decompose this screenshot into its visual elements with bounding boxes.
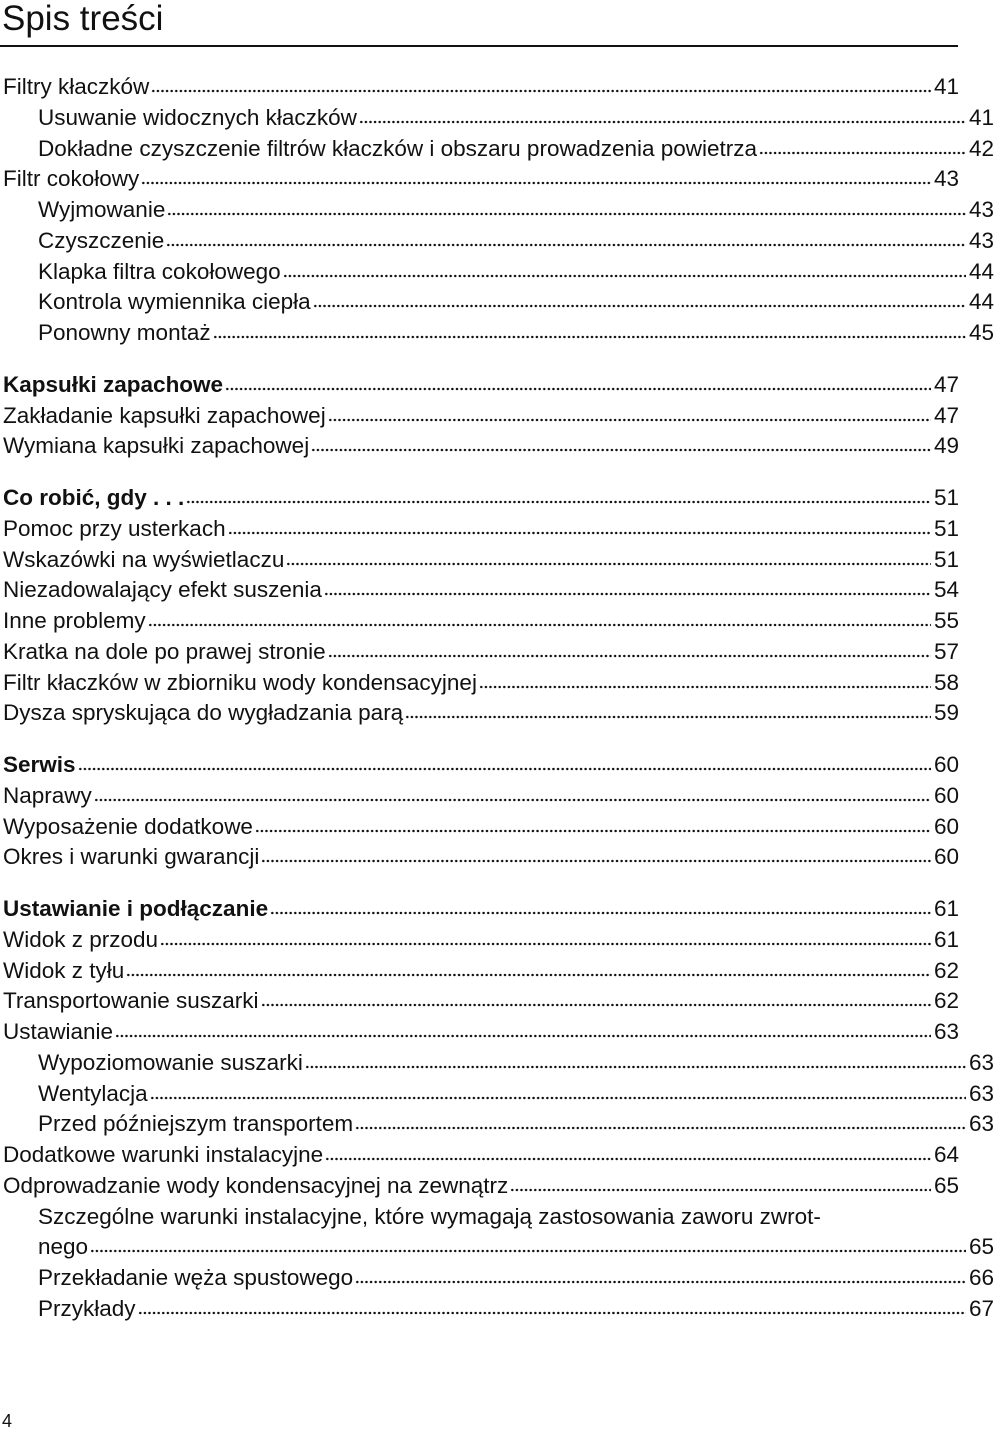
toc-entry-13[interactable] xyxy=(0,482,959,513)
toc-entry-label: Co robić, gdy . . . xyxy=(3,485,185,510)
toc-entry-7[interactable] xyxy=(0,256,994,287)
toc-entry-page: 58 xyxy=(933,669,959,695)
toc-entry-page: 63 xyxy=(933,1019,959,1044)
toc-entry-page: 54 xyxy=(933,577,959,603)
toc-entry-label: Czyszczenie xyxy=(38,227,165,253)
toc-entry-page: 64 xyxy=(933,1142,959,1167)
toc-entry-page: 63 xyxy=(968,1049,994,1075)
dot-leader xyxy=(126,972,931,978)
dot-leader xyxy=(138,1310,966,1316)
toc-entry-label: Przekładanie węża spustowego xyxy=(38,1265,354,1290)
toc-entry-35-label-line1: Szczególne warunki instalacyjne, które wymagają zastosowania zaworu zwrot- xyxy=(38,1203,821,1229)
dot-leader xyxy=(151,88,931,94)
dot-leader xyxy=(228,530,931,536)
toc-entry-page: 60 xyxy=(933,782,959,808)
dot-leader xyxy=(305,1064,966,1070)
toc-entry-12[interactable] xyxy=(0,430,959,461)
dot-leader xyxy=(78,766,931,772)
toc-entry-page: 47 xyxy=(933,371,959,397)
toc-entry-page: 41 xyxy=(968,104,994,130)
page-title: Spis treści xyxy=(2,0,164,38)
dot-leader xyxy=(167,211,966,217)
toc-entry-page: 51 xyxy=(933,546,959,572)
toc-entry-label: Dodatkowe warunki instalacyjne xyxy=(3,1142,324,1167)
toc-entry-label: Naprawy xyxy=(3,782,92,808)
toc-entry-label: Przed późniejszym transportem xyxy=(38,1111,354,1137)
dot-leader xyxy=(328,417,931,423)
toc-entry-page: 62 xyxy=(933,988,959,1014)
toc-entry-label: Filtry kłaczków xyxy=(3,74,150,99)
toc-entry-page: 65 xyxy=(933,1172,959,1198)
toc-entry-label: Serwis xyxy=(3,752,76,777)
toc-entry-page: 55 xyxy=(933,608,959,633)
toc-entry-34[interactable] xyxy=(0,1170,959,1201)
toc-entry-label: Okres i warunki gwarancji xyxy=(3,844,260,870)
toc-entry-page: 67 xyxy=(968,1295,994,1321)
dot-leader xyxy=(313,303,966,309)
dot-leader xyxy=(311,447,931,453)
toc-entry-page: 41 xyxy=(933,74,959,99)
toc-entry-page: 60 xyxy=(933,752,959,777)
toc-entry-33[interactable] xyxy=(0,1139,959,1170)
toc-entry-label: Przykłady xyxy=(38,1295,136,1321)
dot-leader xyxy=(359,119,966,125)
toc-entry-31[interactable] xyxy=(0,1078,994,1109)
toc-entry-14[interactable] xyxy=(0,513,959,544)
dot-leader xyxy=(255,828,931,834)
dot-leader xyxy=(213,334,966,340)
dot-leader xyxy=(325,1156,931,1162)
toc-entry-27[interactable] xyxy=(0,955,959,986)
dot-leader xyxy=(261,1002,931,1008)
toc-entry-label: Ponowny montaż xyxy=(38,320,211,345)
toc-entry-9[interactable] xyxy=(0,317,994,348)
toc-entry-page: 47 xyxy=(933,402,959,428)
toc-entry-label: Wymiana kapsułki zapachowej xyxy=(3,433,310,459)
toc-entry-page: 59 xyxy=(933,700,959,726)
toc-entry-label: Wyposażenie dodatkowe xyxy=(3,813,253,839)
toc-entry-26[interactable] xyxy=(0,924,959,955)
toc-entry-label: Zakładanie kapsułki zapachowej xyxy=(3,402,326,428)
toc-entry-page: 43 xyxy=(968,227,994,253)
toc-entry-4[interactable] xyxy=(0,163,959,194)
dot-leader xyxy=(324,591,931,597)
toc-entry-25[interactable] xyxy=(0,893,959,924)
toc-entry-page: 63 xyxy=(968,1111,994,1137)
toc-entry-label: Dysza spryskująca do wygładzania parą xyxy=(3,700,404,726)
toc-entry-label: Niezadowalający efekt suszenia xyxy=(3,577,322,603)
toc-entry-label: Widok z tyłu xyxy=(3,957,125,983)
toc-entry-label: Wyjmowanie xyxy=(38,197,166,222)
toc-entry-20[interactable] xyxy=(0,697,959,728)
toc-entry-5[interactable] xyxy=(0,194,994,225)
dot-leader xyxy=(355,1125,966,1131)
toc-entry-page: 61 xyxy=(933,896,959,921)
toc-entry-36[interactable] xyxy=(0,1262,994,1293)
toc-entry-page: 60 xyxy=(933,844,959,870)
dot-leader xyxy=(286,561,931,567)
toc-entry-2[interactable] xyxy=(0,102,994,133)
toc-entry-label: Pomoc przy usterkach xyxy=(3,515,226,541)
toc-entry-37[interactable] xyxy=(0,1293,994,1324)
toc-entry-15[interactable] xyxy=(0,544,959,575)
dot-leader xyxy=(94,797,931,803)
toc-entry-page: 49 xyxy=(933,433,959,459)
toc-entry-label: Transportowanie suszarki xyxy=(3,988,259,1014)
toc-entry-page: 57 xyxy=(933,638,959,664)
toc-entry-16[interactable] xyxy=(0,574,959,605)
toc-entry-label: Odprowadzanie wody kondensacyjnej na zewnątrz xyxy=(3,1172,509,1198)
toc-entry-label: nego xyxy=(38,1234,89,1260)
dot-leader xyxy=(141,180,931,186)
dot-leader xyxy=(405,714,931,720)
dot-leader xyxy=(166,242,966,248)
dot-leader xyxy=(160,941,931,947)
toc-entry-label: Ustawianie xyxy=(3,1019,114,1044)
dot-leader xyxy=(283,273,966,279)
toc-entry-page: 43 xyxy=(968,197,994,222)
dot-leader xyxy=(115,1033,931,1039)
toc-entry-18[interactable] xyxy=(0,636,959,667)
toc-entry-label: Wypoziomowanie suszarki xyxy=(38,1049,303,1075)
toc-entry-page: 62 xyxy=(933,957,959,983)
toc-entry-label: Filtr cokołowy xyxy=(3,166,140,192)
toc-entry-19[interactable] xyxy=(0,667,959,698)
toc-entry-29[interactable] xyxy=(0,1016,959,1047)
toc-entry-page: 44 xyxy=(968,289,994,315)
toc-entry-24[interactable] xyxy=(0,841,959,872)
toc-entry-22[interactable] xyxy=(0,780,959,811)
toc-entry-page: 44 xyxy=(968,258,994,284)
toc-entry-label: Usuwanie widocznych kłaczków xyxy=(38,104,357,130)
dot-leader xyxy=(148,622,931,628)
toc-entry-35[interactable] xyxy=(0,1231,994,1262)
toc-entry-page: 66 xyxy=(968,1265,994,1290)
dot-leader xyxy=(510,1187,931,1193)
dot-leader xyxy=(225,386,931,392)
dot-leader xyxy=(150,1095,966,1101)
dot-leader xyxy=(261,858,931,864)
toc-entry-23[interactable] xyxy=(0,811,959,842)
toc-entry-10[interactable] xyxy=(0,369,959,400)
dot-leader xyxy=(186,499,931,505)
toc-entry-page: 45 xyxy=(968,320,994,345)
toc-entry-page: 42 xyxy=(968,135,994,161)
toc-entry-page: 60 xyxy=(933,813,959,839)
dot-leader xyxy=(355,1279,966,1285)
toc-entry-label: Wentylacja xyxy=(38,1080,148,1106)
toc-entry-label: Inne problemy xyxy=(3,608,146,633)
dot-leader xyxy=(90,1248,966,1254)
toc-entry-label: Wskazówki na wyświetlaczu xyxy=(3,546,285,572)
toc-entry-label: Kratka na dole po prawej stronie xyxy=(3,638,326,664)
toc-entry-page: 51 xyxy=(933,515,959,541)
toc-entry-8[interactable] xyxy=(0,286,994,317)
toc-entry-label: Dokładne czyszczenie filtrów kłaczków i obszaru prowadzenia powietrza xyxy=(38,135,758,161)
toc-entry-page: 61 xyxy=(933,926,959,952)
toc-entry-label: Ustawianie i podłączanie xyxy=(3,896,269,921)
toc-entry-label: Widok z przodu xyxy=(3,926,159,952)
toc-entry-page: 65 xyxy=(968,1234,994,1260)
toc-entry-6[interactable] xyxy=(0,225,994,256)
toc-entry-21[interactable] xyxy=(0,749,959,780)
toc-entry-30[interactable] xyxy=(0,1047,994,1078)
toc-entry-page: 63 xyxy=(968,1080,994,1106)
toc-entry-17[interactable] xyxy=(0,605,959,636)
toc-entry-32[interactable] xyxy=(0,1108,994,1139)
toc-entry-label: Filtr kłaczków w zbiorniku wody kondensacyjnej xyxy=(3,669,477,695)
toc-entry-28[interactable] xyxy=(0,985,959,1016)
toc-entry-3[interactable] xyxy=(0,133,994,164)
toc-entry-page: 43 xyxy=(933,166,959,192)
toc-entry-page: 51 xyxy=(933,485,959,510)
dot-leader xyxy=(759,150,966,156)
toc-entry-11[interactable] xyxy=(0,400,959,431)
dot-leader xyxy=(270,910,931,916)
dot-leader xyxy=(328,653,931,659)
toc-entry-label: Kapsułki zapachowe xyxy=(3,371,224,397)
dot-leader xyxy=(479,684,931,690)
toc-entry-label: Klapka filtra cokołowego xyxy=(38,258,281,284)
toc-entry-label: Kontrola wymiennika ciepła xyxy=(38,289,311,315)
page-number: 4 xyxy=(2,1411,13,1431)
toc-entry-1[interactable] xyxy=(0,71,959,102)
